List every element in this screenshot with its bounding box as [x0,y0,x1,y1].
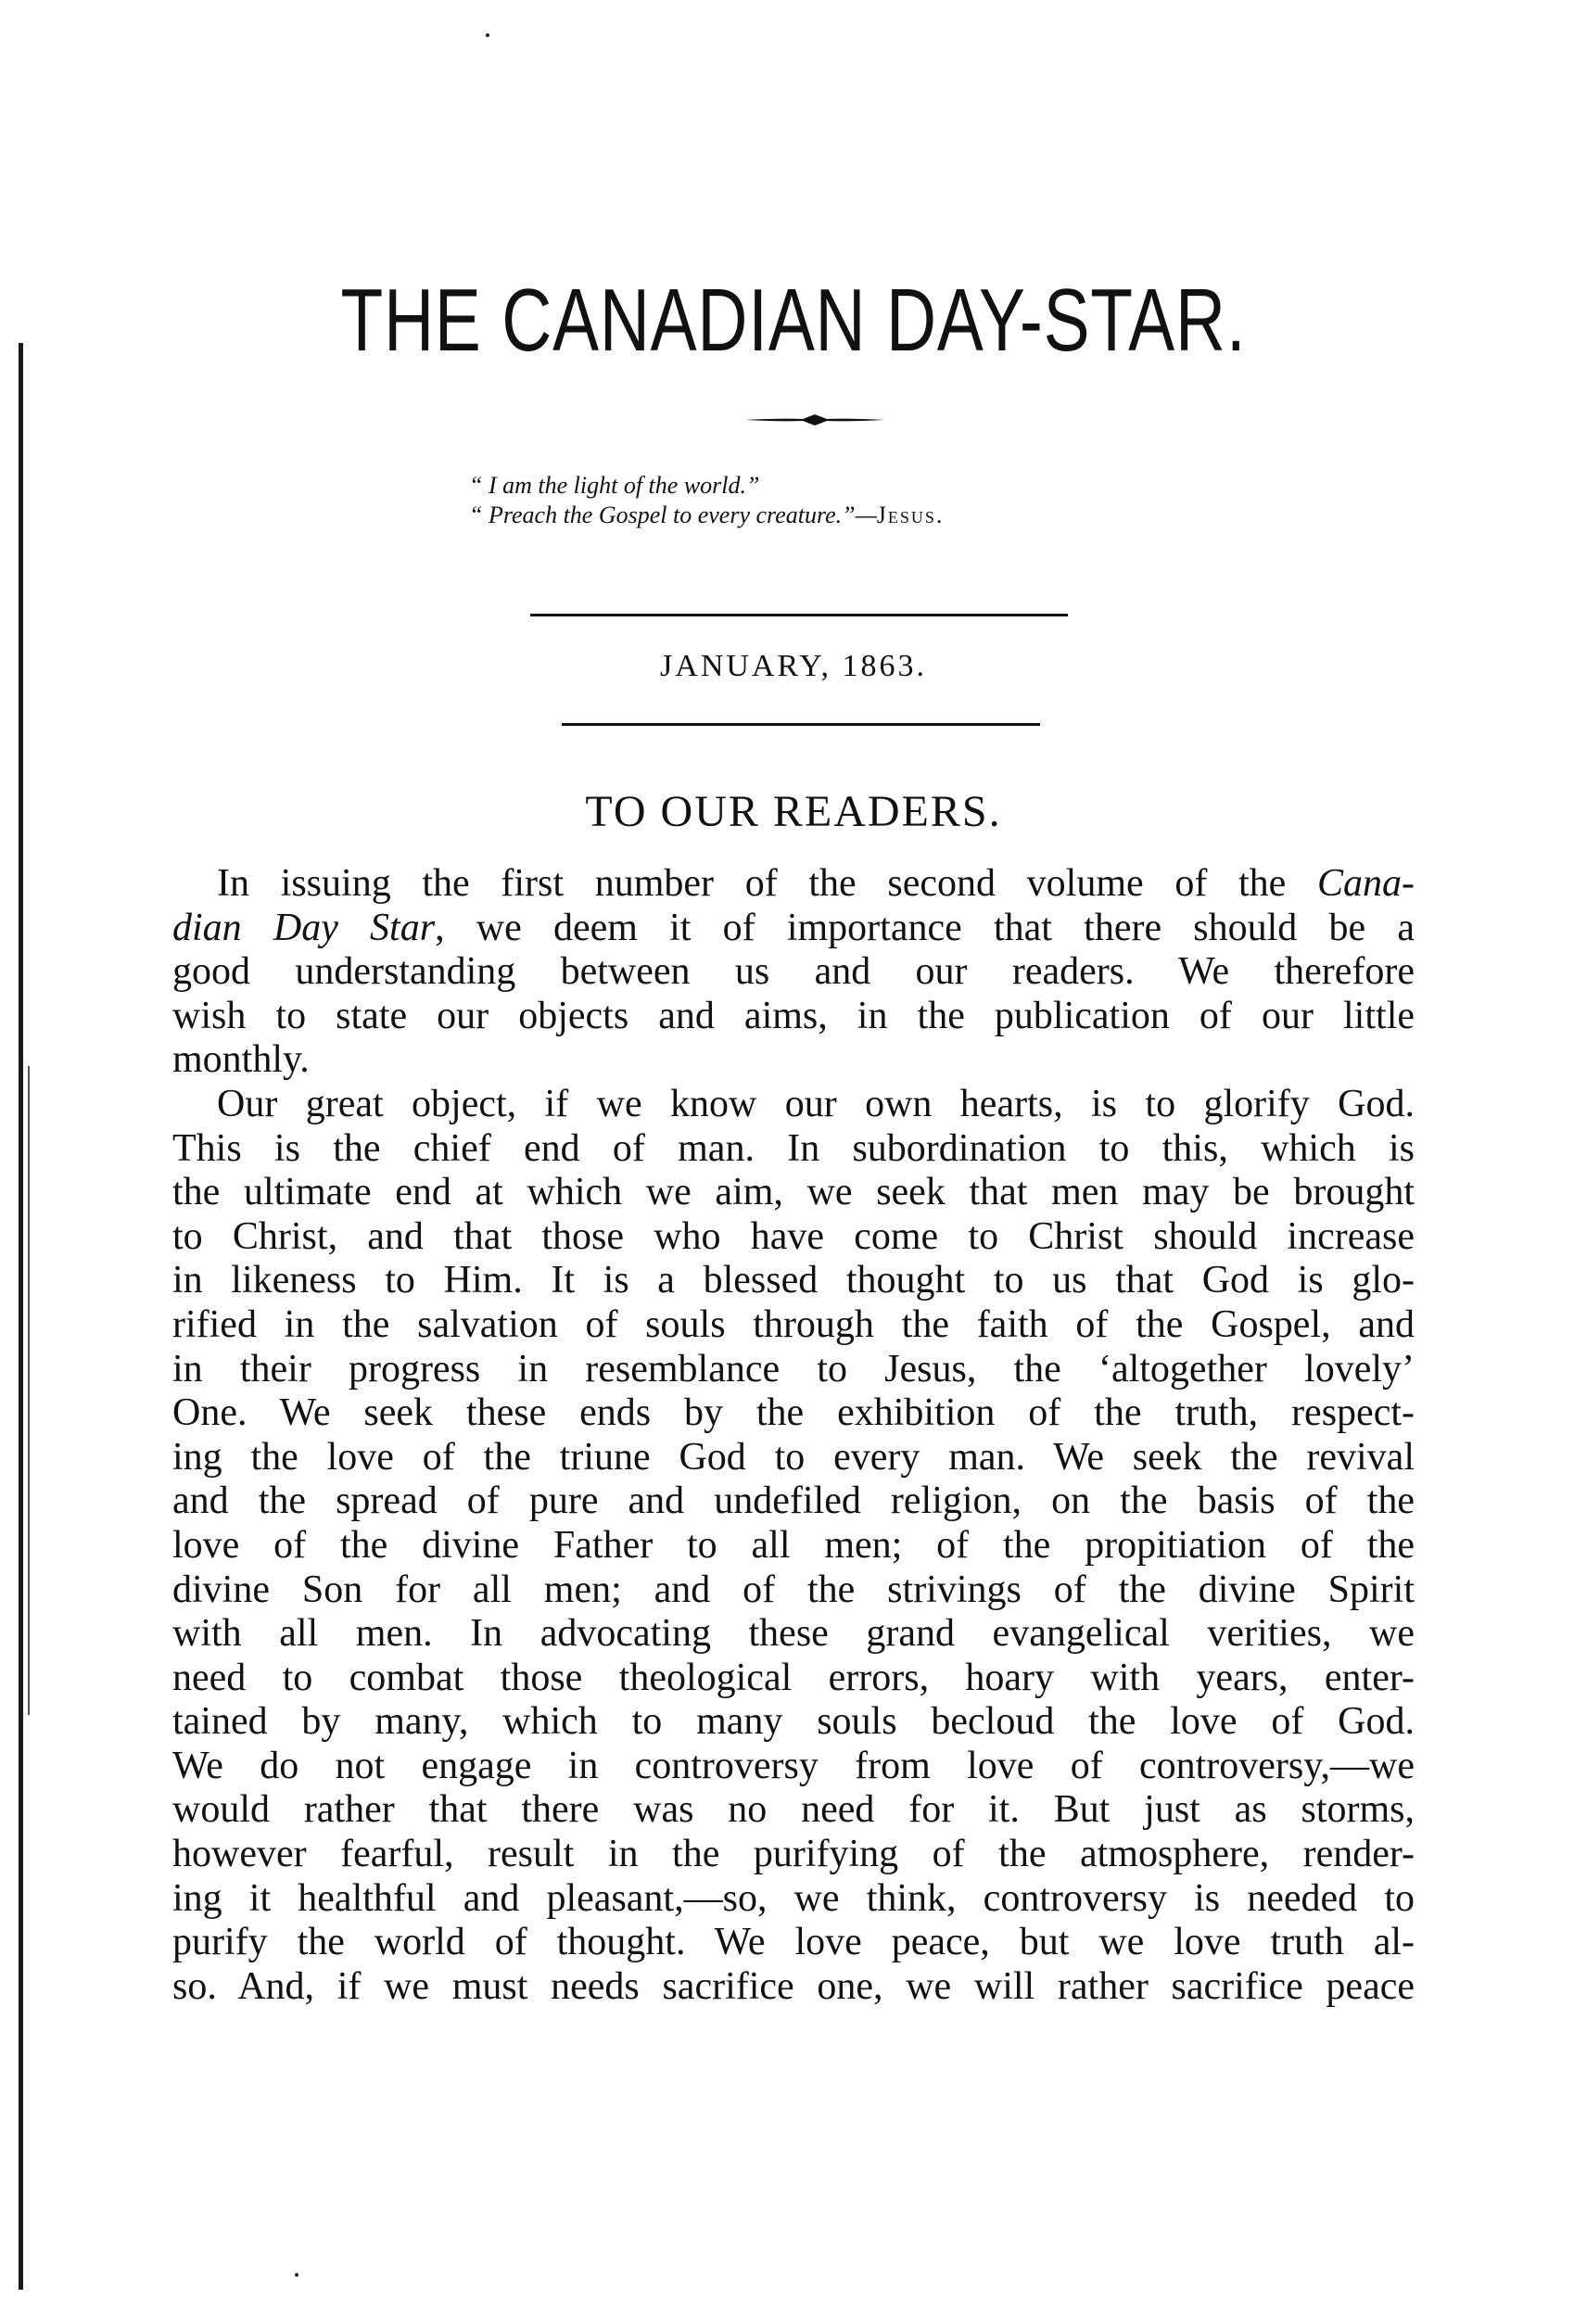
article-emphasis: dian Day Star [172,906,436,949]
article-line [172,1921,1415,1965]
epigraph [469,471,1174,530]
article-line [172,1479,1415,1524]
article-line [172,1877,1415,1922]
divider-rule [562,723,1040,726]
article-text: This is the chief end of man. In subordination to this, which is [172,1126,1415,1170]
article-text: , we deem it of importance that there should be a [435,906,1415,949]
article-text: in their progress in resemblance to Jesus, the ‘altogether lovely’ [172,1347,1415,1391]
article-line [172,995,1415,1039]
article-text: and the spread of pure and undefiled religion, on the basis of the [172,1479,1415,1523]
article-line [172,1259,1415,1303]
article-text: love of the divine Father to all men; of the propitiation of the [172,1523,1415,1567]
article-line [172,1303,1415,1348]
article-text: One. We seek these ends by the exhibition of the truth, respect- [172,1391,1415,1435]
article-line [172,1568,1415,1613]
epigraph-line [469,501,1174,530]
print-speck [295,2273,298,2277]
article-line [172,1745,1415,1789]
article-line [172,1833,1415,1877]
masthead-title: THE CANADIAN DAY-STAR. [340,271,1247,370]
article-line [172,1127,1415,1172]
article-line [172,1171,1415,1215]
article-text: with all men. In advocating these grand evangelical verities, we [172,1612,1415,1656]
article-emphasis: Cana- [1317,862,1415,905]
article-line [172,1657,1415,1701]
article-line [172,1038,1415,1083]
divider-rule [530,614,1068,616]
article-text: wish to state our objects and aims, in the publication of our little [172,994,1415,1037]
ornament-divider-icon [745,413,884,426]
article-text: purify the world of thought. We love peace, but we love truth al- [172,1921,1415,1964]
article-body [172,862,1415,2009]
article-title: TO OUR READERS. [585,787,1002,836]
article-line [172,1348,1415,1392]
article-text: In issuing the first number of the second volume of the [217,862,1317,905]
article-text: would rather that there was no need for it. But just as storms, [172,1788,1415,1832]
article-line [172,1965,1415,2010]
article-line [172,862,1415,907]
epigraph-attribution: Jesus. [876,502,945,528]
epigraph-line: “ I am the light of the world.” [469,472,760,499]
article-text: ing it healthful and pleasant,—so, we think, controversy is needed to [172,1876,1415,1920]
article-line [172,1524,1415,1568]
article-line [172,1436,1415,1480]
article-text: divine Son for all men; and of the strivings of the divine Spirit [172,1568,1415,1611]
article-text: so. And, if we must needs sacrifice one, we will rather sacrifice peace [172,1964,1415,2008]
article-line [172,1612,1415,1657]
article-line [172,1700,1415,1745]
article-line [172,1788,1415,1833]
article-text: Our great object, if we know our own hearts, is to glorify God. [217,1082,1415,1125]
epigraph-quote: “ Preach the Gospel to every creature.”— [469,502,877,528]
article-text: need to combat those theological errors, hoary with years, enter- [172,1656,1415,1699]
article-text: tained by many, which to many souls becloud the love of God. [172,1700,1415,1744]
article-text: monthly. [172,1038,310,1082]
page-binding-shadow [28,1066,30,1715]
article-text: ing the love of the triune God to every man. We seek the revival [172,1435,1415,1479]
article-text: rified in the salvation of souls through the faith of the Gospel, and [172,1302,1415,1346]
article-line [172,907,1415,951]
article-line [172,1391,1415,1436]
print-speck [486,33,489,37]
article-text: in likeness to Him. It is a blessed thought to us that God is glo- [172,1259,1415,1302]
article-text: to Christ, and that those who have come to Christ should increase [172,1214,1415,1258]
article-line [172,950,1415,995]
article-text: however fearful, result in the purifying of the atmosphere, render- [172,1833,1415,1876]
article-line [172,1215,1415,1260]
issue-dateline: JANUARY, 1863. [660,649,927,683]
article-text: We do not engage in controversy from love of controversy,—we [172,1744,1415,1787]
article-text: the ultimate end at which we aim, we seek that men may be brought [172,1171,1415,1214]
page-binding-edge [19,343,23,2290]
article-text: good understanding between us and our readers. We therefore [172,950,1415,994]
article-line [172,1083,1415,1127]
